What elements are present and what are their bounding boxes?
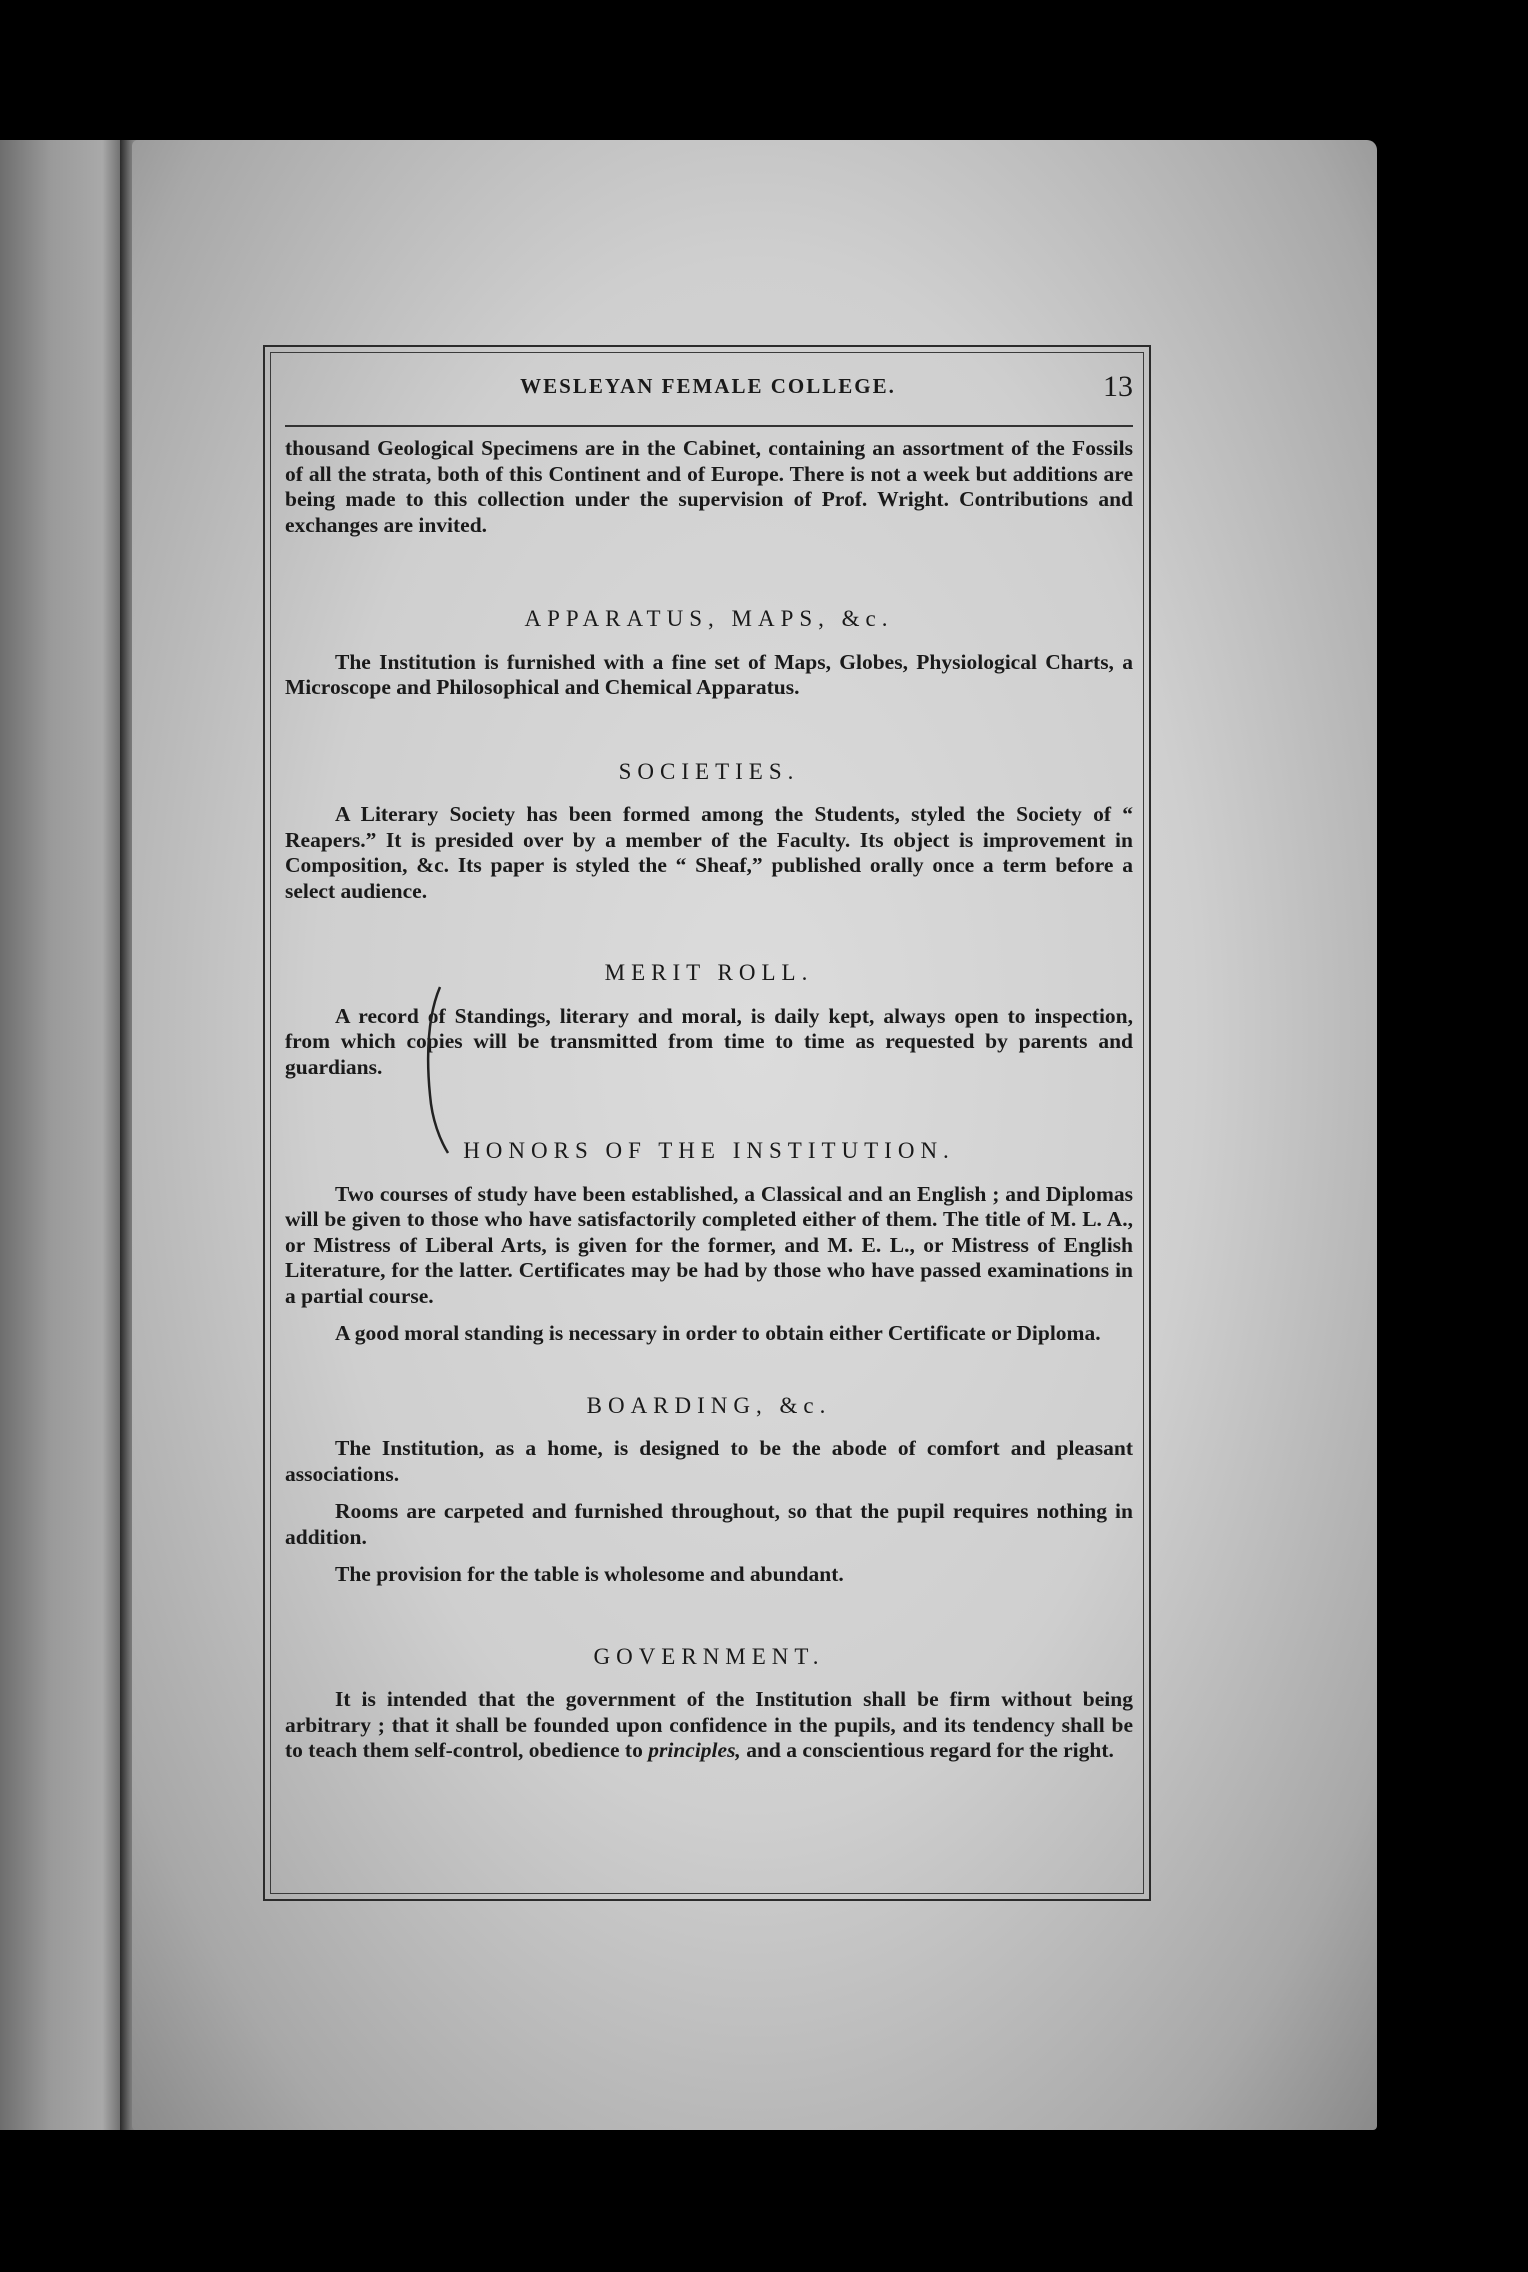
running-title: WESLEYAN FEMALE COLLEGE. bbox=[520, 374, 896, 398]
boarding-paragraph-3: The provision for the table is wholesome and abundant. bbox=[335, 1562, 844, 1586]
government-paragraph bbox=[285, 1687, 1133, 1764]
intro-paragraph: thousand Geological Specimens are in the Cabinet, containing an assortment of the Fossils of all the strata, both of this Continent and of Europe. There is not a week but additions are being made to this collection under the supervision of Prof. Wright. Contributions and exchanges are invited. bbox=[285, 436, 1133, 537]
heading-societies: SOCIETIES. bbox=[618, 758, 800, 784]
heading-honors: HONORS OF THE INSTITUTION. bbox=[463, 1138, 955, 1163]
pencil-mark bbox=[418, 985, 458, 1155]
page-header bbox=[283, 370, 1133, 410]
government-text-start: It is intended that the government of the Institution shall be firm without being arbitrary ; that it shall be founded upon confidence in the pupils, and its tendency shall be to teach them self-control, obedience to bbox=[285, 1687, 1133, 1762]
heading-boarding: BOARDING, &c. bbox=[586, 1392, 832, 1418]
heading-apparatus: APPARATUS, MAPS, &c. bbox=[524, 606, 894, 631]
boarding-paragraph-1: The Institution, as a home, is designed to be the abode of comfort and pleasant associations. bbox=[285, 1436, 1133, 1486]
page-body bbox=[285, 436, 1133, 1776]
apparatus-paragraph: The Institution is furnished with a fine set of Maps, Globes, Physiological Charts, a Microscope and Philosophical and Chemical Apparatus. bbox=[285, 649, 1133, 699]
facing-page-edge bbox=[0, 140, 128, 2130]
government-text-end: and a conscientious regard for the right. bbox=[740, 1738, 1114, 1762]
societies-paragraph: A Literary Society has been formed among the Students, styled the Society of “ Reapers.” It is presided over by a member of the Faculty. Its object is improvement in Composition, &c. Its paper is styled the “ Sheaf,” published orally once a term before a select audience. bbox=[285, 802, 1133, 903]
header-rule bbox=[285, 425, 1133, 427]
merit-roll-paragraph: A record of Standings, literary and moral, is daily kept, always open to inspection, from which copies will be transmitted from time to time as requested by parents and guardians. bbox=[285, 1003, 1133, 1079]
honors-paragraph-2: A good moral standing is necessary in order to obtain either Certificate or Diploma. bbox=[335, 1321, 1101, 1345]
government-emphasis: principles, bbox=[648, 1738, 741, 1762]
page-number: 13 bbox=[1103, 370, 1133, 403]
honors-paragraph-1: Two courses of study have been established, a Classical and an English ; and Diplomas will be given to those who have satisfactorily completed either of them. The title of M. L. A., or Mistress of Liberal Arts, is given for the former, and M. E. L., or Mistress of English Literature, for the latter. Certificates may be had by those who have passed examinations in a partial course. bbox=[285, 1181, 1133, 1308]
heading-merit-roll: MERIT ROLL. bbox=[604, 960, 814, 985]
boarding-paragraph-2: Rooms are carpeted and furnished throughout, so that the pupil requires nothing in addition. bbox=[285, 1499, 1133, 1549]
heading-government: GOVERNMENT. bbox=[593, 1643, 825, 1669]
